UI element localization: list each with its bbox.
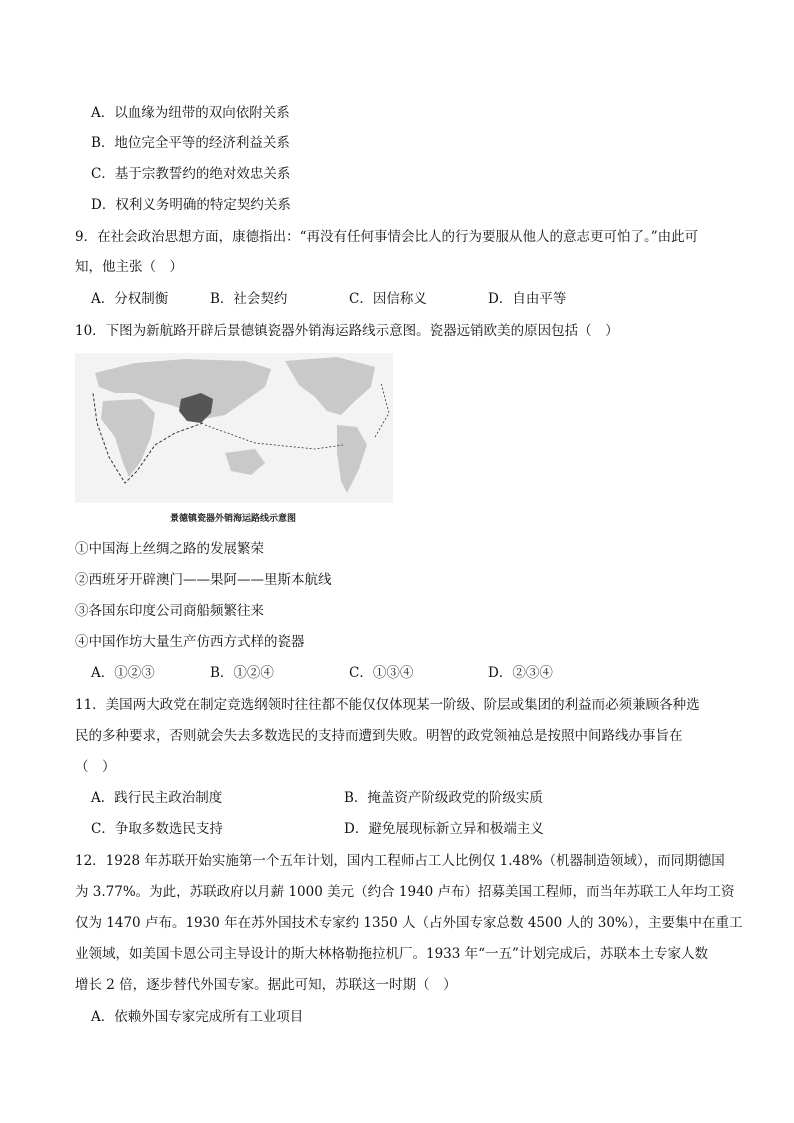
world-map-figure — [75, 353, 393, 503]
q10-option-a: A．①②③ — [91, 665, 155, 681]
q8-option-b: B．地位完全平等的经济利益关系 — [91, 135, 290, 151]
q10-option-c: C．①③④ — [349, 665, 414, 681]
q11-option-c: C．争取多数选民支持 — [91, 821, 223, 837]
q12-line-4: 业领域，如美国卡恩公司主导设计的斯大林格勒拖拉机厂。1933 年“一五”计划完成后，苏联本土专家人数 — [75, 946, 708, 962]
q10-item-2: ②西班牙开辟澳门——果阿——里斯本航线 — [75, 572, 332, 588]
q10-item-1: ①中国海上丝绸之路的发展繁荣 — [75, 541, 264, 557]
q11-stem-line1: 11．美国两大政党在制定竞选纲领时往往都不能仅仅体现某一阶级、阶层或集团的利益而必须兼顾各种选 — [75, 697, 700, 713]
q8-option-a: A．以血缘为纽带的双向依附关系 — [91, 105, 290, 121]
q12-line-2: 为 3.77%。为此，苏联政府以月薪 1000 美元（约合 1940 卢布）招募美国工程师，而当年苏联工人年均工资 — [75, 884, 735, 900]
q12-line-5: 增长 2 倍，逐步替代外国专家。据此可知，苏联这一时期（ ） — [75, 977, 457, 993]
q12-option-a: A．依赖外国专家完成所有工业项目 — [91, 1009, 304, 1025]
q10-option-d: D．②③④ — [488, 665, 553, 681]
q11-stem-line2: 民的多种要求，否则就会失去多数选民的支持而遭到失败。明智的政党领袖总是按照中间路线办事旨在 — [75, 728, 683, 744]
map-caption: 景德镇瓷器外销海运路线示意图 — [170, 514, 297, 524]
q11-option-d: D．避免展现标新立异和极端主义 — [344, 821, 544, 837]
q10-stem: 10．下图为新航路开辟后景德镇瓷器外销海运路线示意图。瓷器远销欧美的原因包括（ ） — [75, 323, 619, 339]
q10-option-b: B．①②④ — [210, 665, 274, 681]
q9-option-c: C．因信称义 — [349, 291, 427, 307]
q8-option-c: C．基于宗教誓约的绝对效忠关系 — [91, 166, 291, 182]
q9-option-a: A．分权制衡 — [91, 291, 169, 307]
q10-item-3: ③各国东印度公司商船频繁往来 — [75, 603, 264, 619]
q11-option-a: A．践行民主政治制度 — [91, 790, 223, 806]
q12-line-1: 12．1928 年苏联开始实施第一个五年计划，国内工程师占工人比例仅 1.48%（机器制造领域），而同期德国 — [75, 853, 725, 869]
q9-stem-line2: 知，他主张（ ） — [75, 259, 183, 275]
q11-option-b: B．掩盖资产阶级政党的阶级实质 — [344, 790, 543, 806]
q9-stem-line1: 9．在社会政治思想方面，康德指出：“再没有任何事情会比人的行为要服从他人的意志更可怕了。”由此可 — [75, 229, 699, 245]
q9-option-d: D．自由平等 — [488, 291, 567, 307]
q8-option-d: D．权利义务明确的特定契约关系 — [91, 197, 291, 213]
q11-stem-line3: （ ） — [75, 759, 116, 775]
q9-option-b: B．社会契约 — [210, 291, 288, 307]
q12-line-3: 仅为 1470 卢布。1930 年在苏外国技术专家约 1350 人（占外国专家总数 4500 人的 30%），主要集中在重工 — [75, 915, 743, 931]
q10-item-4: ④中国作坊大量生产仿西方式样的瓷器 — [75, 634, 305, 650]
